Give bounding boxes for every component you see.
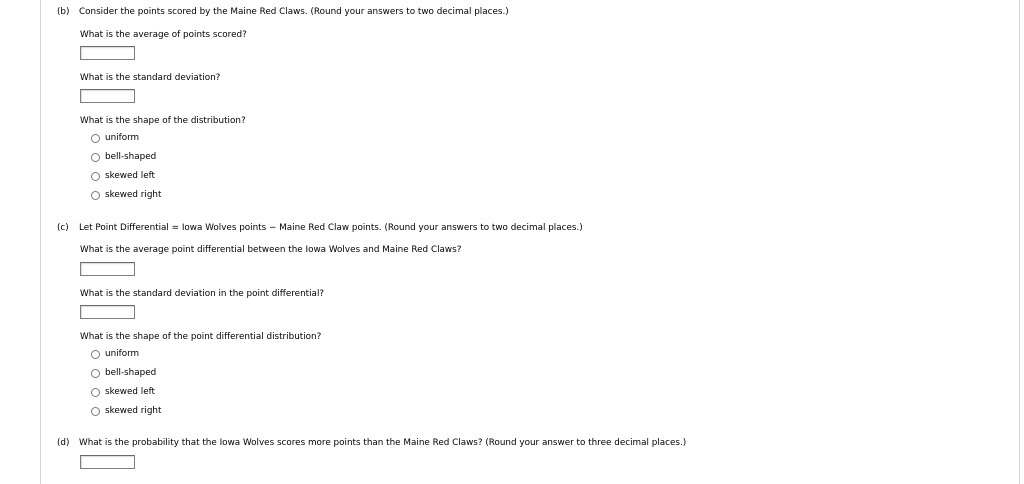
part-c-mean-question: What is the average point differential between the Iowa Wolves and Maine Red Claws?: [80, 245, 462, 255]
radio-button-icon[interactable]: [91, 172, 100, 181]
part-b-option-skewed-right[interactable]: [91, 190, 161, 200]
part-c-option-bell-shaped[interactable]: [91, 368, 156, 378]
part-b-option-skewed-left[interactable]: [91, 171, 155, 181]
part-c-option-uniform[interactable]: [91, 349, 139, 359]
radio-button-icon[interactable]: [91, 369, 100, 378]
option-label: bell-shaped: [105, 368, 157, 378]
radio-button-icon[interactable]: [91, 407, 100, 416]
part-d-label: (d): [57, 438, 70, 448]
part-b-mean-question: What is the average of points scored?: [80, 30, 247, 40]
part-b-option-bell-shaped[interactable]: [91, 152, 156, 162]
option-label: uniform: [105, 349, 140, 359]
radio-button-icon[interactable]: [91, 350, 100, 359]
content-frame-left-border: [40, 0, 41, 484]
part-c-option-skewed-left[interactable]: [91, 387, 155, 397]
part-b-shape-question: What is the shape of the distribution?: [80, 116, 246, 126]
part-b-sd-input[interactable]: [80, 89, 135, 103]
part-c-shape-question: What is the shape of the point differential distribution?: [80, 332, 322, 342]
option-label: skewed left: [105, 171, 156, 181]
option-label: skewed left: [105, 387, 156, 397]
part-c-instructions: Let Point Differential = Iowa Wolves points − Maine Red Claw points. (Round your answers to two decimal places.): [79, 223, 583, 233]
option-label: skewed right: [105, 406, 162, 416]
part-b-option-uniform[interactable]: [91, 133, 139, 143]
option-label: uniform: [105, 133, 140, 143]
radio-button-icon[interactable]: [91, 388, 100, 397]
option-label: bell-shaped: [105, 152, 157, 162]
part-c-mean-input[interactable]: [80, 262, 135, 276]
radio-button-icon[interactable]: [91, 153, 100, 162]
radio-button-icon[interactable]: [91, 134, 100, 143]
part-c-option-skewed-right[interactable]: [91, 406, 161, 416]
option-label: skewed right: [105, 190, 162, 200]
part-d-question: What is the probability that the Iowa Wolves scores more points than the Maine Red Claws? (Round your answer to three decimal places.): [79, 438, 687, 448]
part-b-sd-question: What is the standard deviation?: [80, 73, 221, 83]
part-d-probability-input[interactable]: [80, 455, 135, 469]
part-b-mean-input[interactable]: [80, 46, 135, 60]
content-frame-right-border: [1019, 0, 1020, 484]
part-c-sd-question: What is the standard deviation in the point differential?: [80, 289, 325, 299]
part-c-sd-input[interactable]: [80, 305, 135, 319]
part-c-label: (c): [57, 223, 69, 233]
part-b-label: (b): [57, 7, 70, 17]
radio-button-icon[interactable]: [91, 191, 100, 200]
part-b-instructions: Consider the points scored by the Maine Red Claws. (Round your answers to two decimal places.): [79, 7, 509, 17]
